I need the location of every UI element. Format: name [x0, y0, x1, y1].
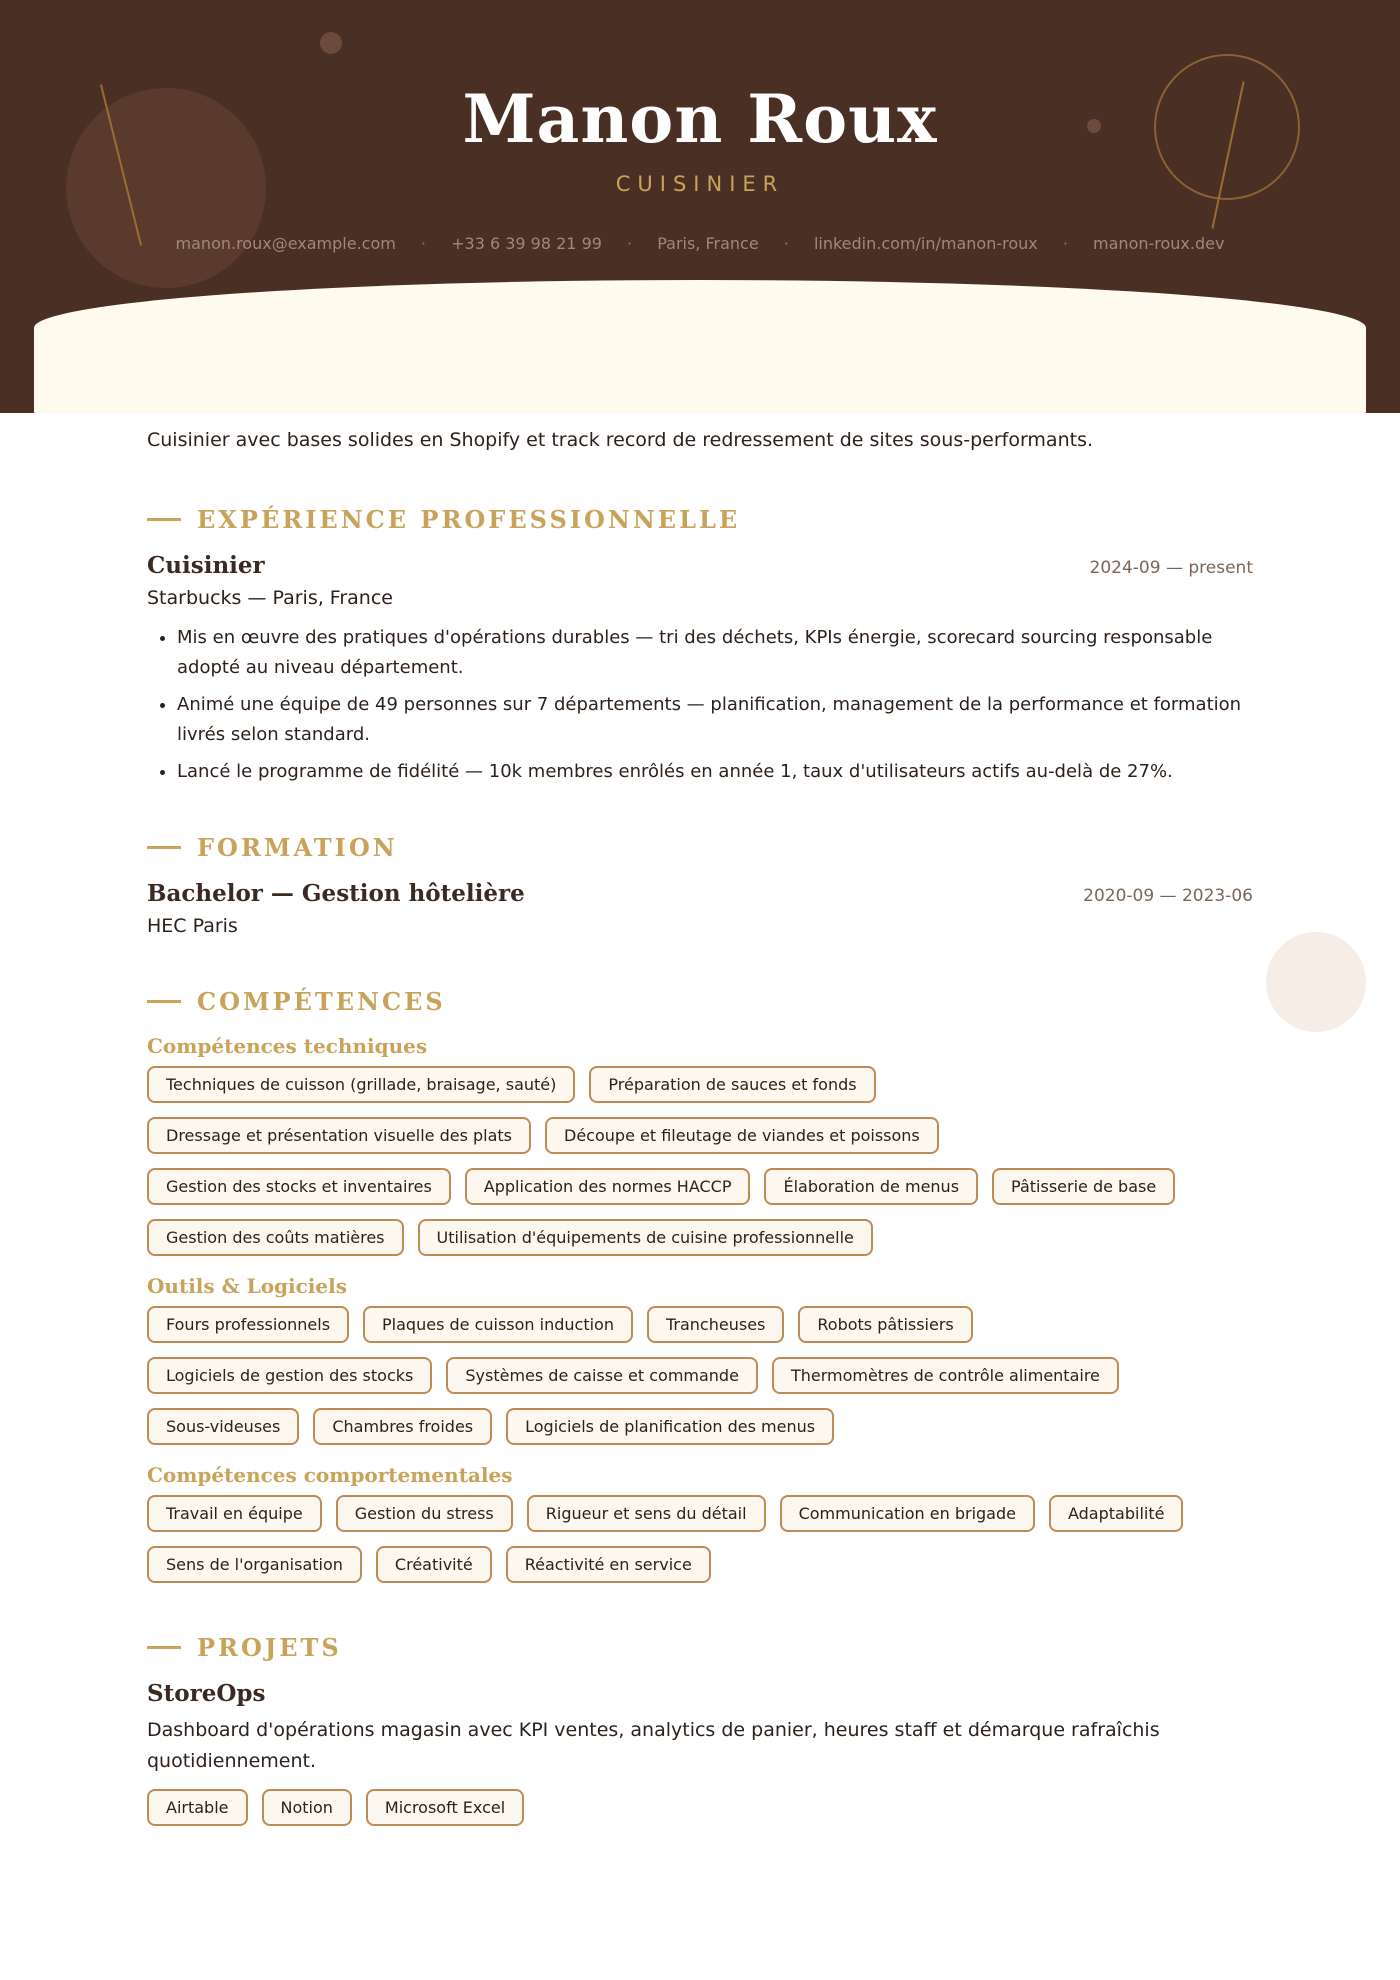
skill-tag: Découpe et fileutage de viandes et poissons [545, 1117, 939, 1154]
section-heading: FORMATION [197, 833, 398, 862]
person-name: Manon Roux [462, 80, 938, 158]
skill-tag: Sous-videuses [147, 1408, 299, 1445]
tool-tag: Airtable [147, 1789, 248, 1826]
contact-linkedin[interactable]: linkedin.com/in/manon-roux [813, 234, 1038, 253]
skill-group-title: Outils & Logiciels [147, 1274, 347, 1298]
contact-separator: · [627, 234, 633, 253]
skill-tag: Sens de l'organisation [147, 1546, 362, 1583]
skill-tag: Techniques de cuisson (grillade, braisage, sauté) [147, 1066, 575, 1103]
job-header [147, 552, 1253, 579]
skill-tag: Logiciels de planification des menus [506, 1408, 834, 1445]
contact-separator: · [1062, 234, 1068, 253]
skill-tag: Fours professionnels [147, 1306, 349, 1343]
project-description: Dashboard d'opérations magasin avec KPI ventes, analytics de panier, heures staff et démarque rafraîchis quotidiennement. [147, 1719, 1160, 1772]
list-item: • Lancé le programme de fidélité — 10k membres enrôlés en année 1, taux d'utilisateurs actifs au-delà de 27%. [177, 757, 1253, 787]
skill-tag: Rigueur et sens du détail [527, 1495, 766, 1532]
section-skills-title [147, 987, 1253, 1016]
resume-content [147, 425, 1253, 1826]
education-dates: 2020-09 — 2023-06 [1083, 886, 1253, 906]
job-dates: 2024-09 — present [1089, 558, 1253, 578]
section-experience-title [147, 505, 1253, 534]
skill-tag: Créativité [376, 1546, 492, 1583]
skill-tag: Thermomètres de contrôle alimentaire [772, 1357, 1119, 1394]
job-bullets [147, 623, 1253, 787]
skill-tag: Gestion des stocks et inventaires [147, 1168, 451, 1205]
skill-tag: Préparation de sauces et fonds [589, 1066, 875, 1103]
section-heading: EXPÉRIENCE PROFESSIONNELLE [197, 505, 741, 534]
contact-location: Paris, France [657, 234, 759, 253]
skill-tag: Utilisation d'équipements de cuisine professionnelle [418, 1219, 873, 1256]
section-bar [147, 846, 181, 849]
skill-tag: Pâtisserie de base [992, 1168, 1175, 1205]
tool-tag: Notion [262, 1789, 352, 1826]
contact-separator: · [783, 234, 789, 253]
skill-tag: Robots pâtissiers [798, 1306, 972, 1343]
contact-list [0, 234, 1400, 253]
job-company: Starbucks — Paris, France [147, 587, 393, 609]
tool-tag: Microsoft Excel [366, 1789, 524, 1826]
section-bar [147, 518, 181, 521]
skill-tag: Application des normes HACCP [465, 1168, 751, 1205]
contact-separator: · [420, 234, 427, 253]
header-banner [0, 0, 1400, 413]
section-heading: COMPÉTENCES [197, 987, 446, 1016]
person-role: CUISINIER [615, 172, 785, 196]
list-item: • Animé une équipe de 49 personnes sur 7 départements — planification, management de la performance et formation livrés selon standard. [177, 690, 1253, 750]
contact-website[interactable]: manon-roux.dev [1093, 234, 1225, 253]
skill-tag: Plaques de cuisson induction [363, 1306, 633, 1343]
skill-tag: Dressage et présentation visuelle des plats [147, 1117, 531, 1154]
skill-tag: Logiciels de gestion des stocks [147, 1357, 432, 1394]
contact-phone[interactable]: +33 6 39 98 21 99 [451, 234, 602, 253]
contact-email[interactable]: manon.roux@example.com [175, 234, 396, 253]
project-name: StoreOps [147, 1680, 266, 1707]
project-tool-list [147, 1789, 1253, 1826]
skill-tag: Trancheuses [647, 1306, 784, 1343]
skill-tag: Chambres froides [313, 1408, 492, 1445]
education-header [147, 880, 1253, 907]
skill-tag-list [147, 1306, 1253, 1445]
skill-tag: Réactivité en service [506, 1546, 711, 1583]
skill-tag: Gestion du stress [336, 1495, 513, 1532]
section-bar [147, 1000, 181, 1003]
skill-tag-list [147, 1066, 1253, 1256]
skill-group-title: Compétences comportementales [147, 1463, 513, 1487]
degree-title: Bachelor — Gestion hôtelière [147, 880, 525, 907]
skill-tag-list [147, 1495, 1253, 1583]
section-heading: PROJETS [197, 1633, 342, 1662]
job-title: Cuisinier [147, 552, 265, 579]
decorative-bubble [1266, 932, 1366, 1032]
skill-tag: Travail en équipe [147, 1495, 322, 1532]
section-projects-title [147, 1633, 1253, 1662]
skill-tag: Communication en brigade [780, 1495, 1035, 1532]
skill-tag: Adaptabilité [1049, 1495, 1183, 1532]
header-cream-base [34, 330, 1366, 413]
list-item: • Mis en œuvre des pratiques d'opérations durables — tri des déchets, KPIs énergie, scorecard sourcing responsable adopté au niveau département. [177, 623, 1253, 683]
decorative-dot [320, 32, 342, 54]
section-bar [147, 1646, 181, 1649]
skill-group-title: Compétences techniques [147, 1034, 428, 1058]
skill-tag: Gestion des coûts matières [147, 1219, 404, 1256]
skill-tag: Systèmes de caisse et commande [446, 1357, 758, 1394]
school-name: HEC Paris [147, 915, 238, 937]
section-education-title [147, 833, 1253, 862]
skill-tag: Élaboration de menus [764, 1168, 978, 1205]
summary-text: Cuisinier avec bases solides en Shopify et track record de redressement de sites sous-performants. [147, 429, 1094, 451]
